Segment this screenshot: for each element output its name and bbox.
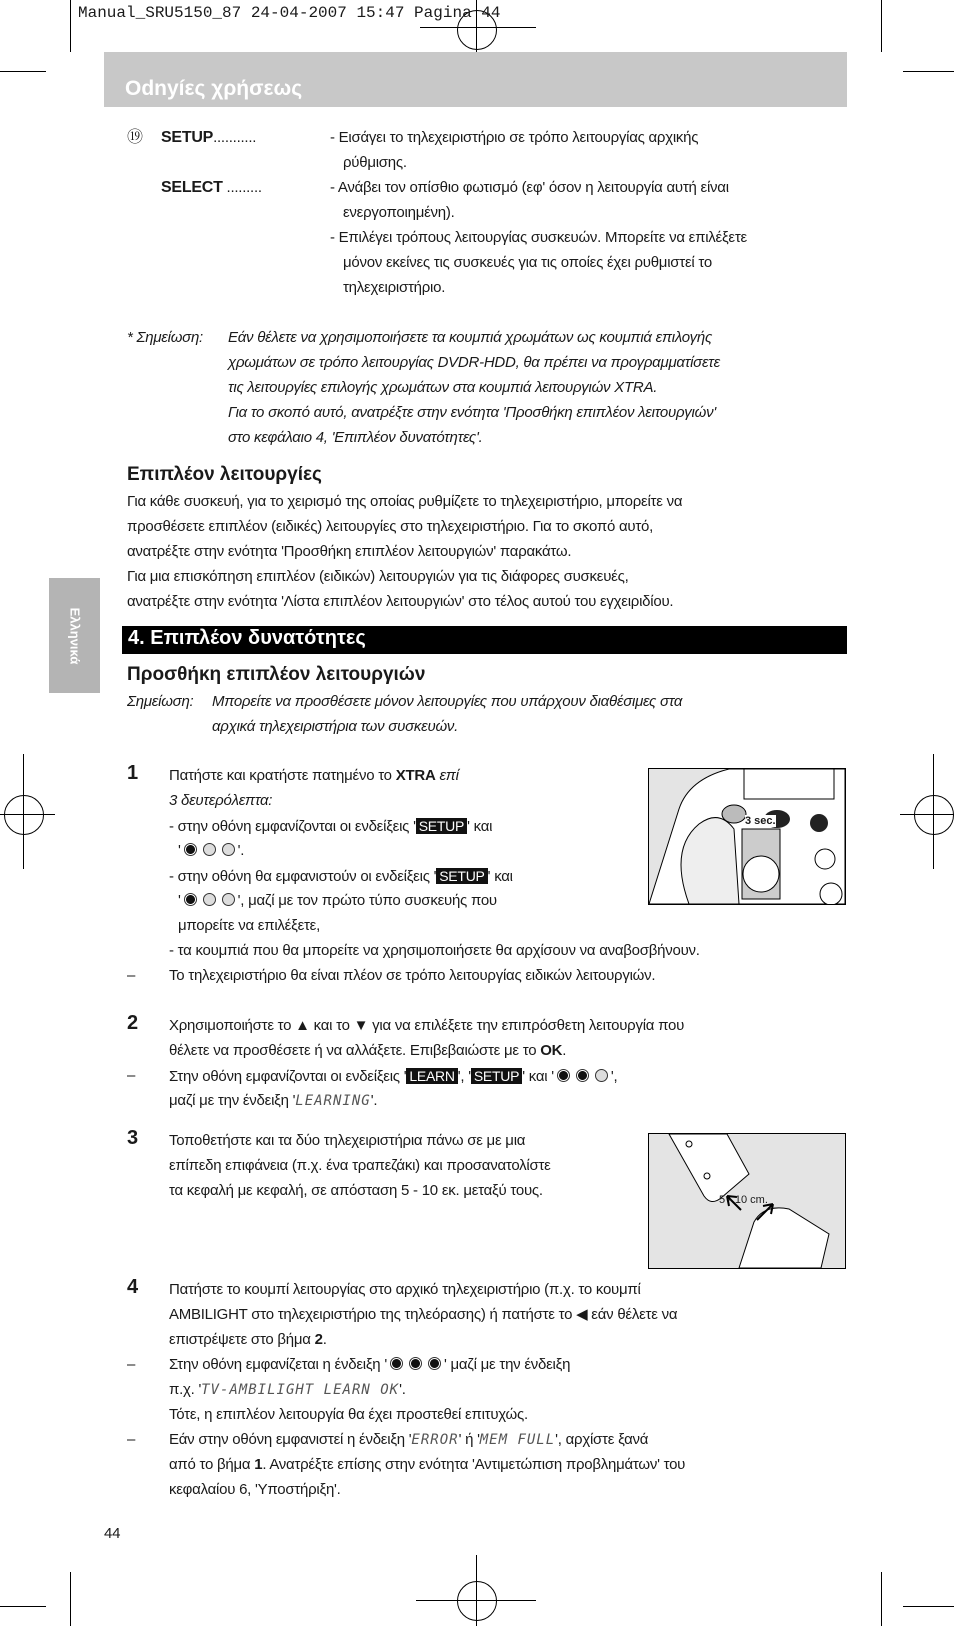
text: μαζί με την ένδειξη ': [169, 1092, 296, 1109]
indicator-off-icon: [203, 843, 216, 856]
step3-line: τα κεφαλή με κεφαλή, σε απόσταση 5 - 10 εκ. μεταξύ τους.: [169, 1182, 543, 1199]
step4-line: π.χ. 'TV-AMBILIGHT LEARN OK'.: [169, 1381, 406, 1398]
step1-line: - τα κουμπιά που θα μπορείτε να χρησιμοποιήσετε θα αρχίσουν να αναβοσβήνουν.: [169, 942, 700, 959]
step2-line: θέλετε να προσθέσετε ή να αλλάξετε. Επιβεβαιώστε με το OK.: [169, 1042, 567, 1059]
step2-line: Στην οθόνη εμφανίζονται οι ενδείξεις ' LEARN ', ' SETUP ' και ' ',: [169, 1068, 618, 1085]
step1-line: [169, 766, 459, 786]
crop-mark: [900, 814, 954, 815]
text: - στην οθόνη εμφανίζονται οι ενδείξεις ': [169, 818, 416, 835]
step-number: 1: [127, 762, 139, 784]
setup-badge: SETUP: [471, 1068, 522, 1084]
ok-key: OK: [540, 1042, 563, 1059]
step3-line: επίπεδη επιφάνεια (π.χ. ένα τραπεζάκι) και προσανατολίστε: [169, 1157, 551, 1174]
text: - στην οθόνη θα εμφανιστούν οι ενδείξεις ': [169, 868, 437, 885]
add-note-line: Μπορείτε να προσθέσετε μόνον λειτουργίες που υπάρχουν διαθέσιμες στα: [212, 693, 683, 710]
language-tab-label: Ελληνικά: [67, 607, 82, 664]
text: Εάν στην οθόνη εμφανιστεί η ένδειξη ': [169, 1431, 412, 1448]
step-number: 2: [127, 1012, 139, 1034]
step1-line: [169, 816, 492, 837]
lcd-text: LEARNING: [295, 1093, 371, 1109]
step4-line: Τότε, η επιπλέον λειτουργία θα έχει προστεθεί επιτυχώς.: [169, 1406, 528, 1423]
registration-mark: [4, 795, 44, 835]
dash: –: [127, 967, 136, 984]
lcd-text: MEM FULL: [479, 1432, 556, 1448]
language-tab: [49, 578, 100, 693]
step-number: 4: [127, 1276, 139, 1298]
step-ref: 2: [314, 1331, 323, 1348]
step4-line: επιστρέψετε στο βήμα 2.: [169, 1331, 327, 1348]
select-desc: - Ανάβει τον οπίσθιο φωτισμό (εφ' όσον η λειτουργία αυτή είναι: [330, 179, 729, 196]
select-desc: ενεργοποιημένη).: [343, 204, 455, 221]
note-line: στο κεφάλαιο 4, 'Επιπλέον δυνατότητες'.: [228, 429, 483, 446]
step4-line: AMBILIGHT στο τηλεχειριστήριο της τηλεόρασης) ή πατήστε το ◀ εάν θέλετε να: [169, 1306, 678, 1323]
registration-mark: [457, 1581, 497, 1621]
indicator-on-icon: [428, 1357, 441, 1370]
crop-mark: [903, 1606, 954, 1607]
indicator-on-icon: [409, 1357, 422, 1370]
text: Στην οθόνη εμφανίζεται η ένδειξη ': [169, 1356, 387, 1373]
indicator-on-icon: [576, 1069, 589, 1082]
step1-line: μπορείτε να επιλέξετε,: [178, 917, 321, 934]
section-header-title: Odnyíες χρήσεως: [125, 77, 303, 100]
setup-desc: - Εισάγει το τηλεχειριστήριο σε τρόπο λειτουργίας αρχικής: [330, 129, 699, 146]
add-note-label: Σημείωση:: [127, 693, 194, 710]
extra-line: ανατρέξτε στην ενότητα 'Λίστα επιπλέον λειτουργιών' στο τέλος αυτού του εγχειριδίου.: [127, 593, 674, 610]
step4-line: [169, 1430, 648, 1450]
lcd-text: ERROR: [411, 1432, 459, 1448]
extra-line: Για κάθε συσκευή, για το χειρισμό της οποίας ρυθμίζετε το τηλεχειριστήριο, μπορείτε να: [127, 493, 683, 510]
learn-badge: LEARN: [406, 1068, 457, 1084]
setup-badge: SETUP: [436, 868, 487, 884]
step1-line: Το τηλεχειριστήριο θα είναι πλέον σε τρόπο λειτουργίας ειδικών λειτουργιών.: [169, 967, 656, 984]
text: θέλετε να προσθέσετε ή να αλλάξετε. Επιβεβαιώστε με το: [169, 1042, 541, 1059]
crop-mark: [23, 754, 24, 869]
extra-line: Για μια επισκόπηση επιπλέον (ειδικών) λειτουργιών για τις διάφορες συσκευές,: [127, 568, 629, 585]
extra-line: προσθέσετε επιπλέον (ειδικές) λειτουργίες στο τηλεχειριστήριο. Για το σκοπό αυτό,: [127, 518, 654, 535]
step2-line: Χρησιμοποιήστε το ▲ και το ▼ για να επιλέξετε την επιπρόσθετη λειτουργία που: [169, 1017, 685, 1034]
crop-mark: [0, 1606, 46, 1607]
step3-line: Τοποθετήστε και τα δύο τηλεχειριστήρια πάνω σε με μια: [169, 1132, 526, 1149]
text: π.χ. ': [169, 1381, 202, 1398]
indicator-on-icon: [390, 1357, 403, 1370]
step1-line: 3 δευτερόλεπτα:: [169, 792, 273, 809]
indicator-on-icon: [557, 1069, 570, 1082]
crop-mark: [881, 1572, 882, 1626]
note-line: χρωμάτων σε τρόπο λειτουργίας DVDR-HDD, θα πρέπει να προγραμματίσετε: [228, 354, 720, 371]
add-note-line: αρχικά τηλεχειριστήρια των συσκευών.: [212, 718, 459, 735]
crop-mark: [903, 71, 954, 72]
distance-illustration: [648, 1133, 846, 1269]
dash: –: [127, 1356, 136, 1373]
text: από το βήμα: [169, 1456, 255, 1473]
text: ' και: [487, 868, 513, 885]
indicator-on-icon: [184, 893, 197, 906]
crop-mark: [70, 0, 71, 52]
distance-label: 5 - 10 cm.: [719, 1194, 768, 1206]
xtra-button-illustration: [648, 768, 846, 905]
add-heading: Προσθήκη επιπλέον λειτουργιών: [127, 664, 426, 685]
indicator-off-icon: [222, 843, 235, 856]
step-number: 3: [127, 1127, 139, 1149]
crop-mark: [70, 1572, 71, 1626]
setup-badge: SETUP: [416, 818, 467, 834]
page-number: 44: [104, 1525, 121, 1542]
select-label: SELECT: [161, 179, 223, 196]
step1-indicators: ' '.: [178, 842, 245, 859]
key-number: ⑲: [127, 129, 143, 146]
select-desc: μόνον εκείνες τις συσκευές για τις οποίες έχει ρυθμιστεί το: [343, 254, 712, 271]
indicator-on-icon: [184, 843, 197, 856]
dash: –: [127, 1431, 136, 1448]
setup-desc: ρύθμισης.: [343, 154, 407, 171]
extra-heading: Επιπλέον λειτουργίες: [127, 464, 322, 485]
step1-line: ' ', μαζί με τον πρώτο τύπο συσκευής που: [178, 892, 497, 909]
text: ', μαζί με τον πρώτο τύπο συσκευής που: [237, 892, 497, 909]
step2-line: μαζί με την ένδειξη 'LEARNING'.: [169, 1092, 378, 1109]
step-ref: 1: [254, 1456, 263, 1473]
setup-label: SETUP: [161, 129, 214, 146]
note-label: * Σημείωση:: [127, 329, 203, 346]
duration-label: 3 sec.: [745, 815, 776, 827]
setup-dots: ...........: [213, 129, 257, 146]
crop-mark: [416, 1600, 536, 1601]
crop-mark: [476, 1555, 477, 1626]
step4-line: [169, 1355, 570, 1375]
crop-mark: [0, 71, 46, 72]
text: ', ': [457, 1068, 471, 1085]
dash: –: [127, 1067, 136, 1084]
text: ' ή ': [458, 1431, 480, 1448]
text: ' και: [467, 818, 493, 835]
step4-line: [169, 1455, 685, 1475]
note-line: Για το σκοπό αυτό, ανατρέξτε στην ενότητα 'Προσθήκη επιπλέον λειτουργιών': [228, 404, 716, 421]
note-line: τις λειτουργίες επιλογής χρωμάτων στα κουμπιά λειτουργιών XTRA.: [228, 379, 658, 396]
print-header: Manual_SRU5150_87 24-04-2007 15:47 Pagina 44: [78, 4, 501, 22]
text: ' μαζί με την ένδειξη: [443, 1356, 571, 1373]
indicator-off-icon: [222, 893, 235, 906]
extra-line: ανατρέξτε στην ενότητα 'Προσθήκη επιπλέον λειτουργιών' παρακάτω.: [127, 543, 572, 560]
text: Πατήστε και κρατήστε πατημένο το: [169, 767, 396, 784]
chapter-title: 4. Επιπλέον δυνατότητες: [128, 627, 366, 649]
crop-mark: [881, 0, 882, 52]
step4-line: Πατήστε το κουμπί λειτουργίας στο αρχικό τηλεχειριστήριο (π.χ. το κουμπί: [169, 1281, 641, 1298]
xtra-key: XTRA: [395, 767, 436, 784]
indicator-off-icon: [203, 893, 216, 906]
select-key-row: [161, 178, 262, 198]
remote-illustration: [649, 769, 845, 904]
text: επί: [435, 767, 459, 784]
indicator-off-icon: [595, 1069, 608, 1082]
text: ' και ': [522, 1068, 554, 1085]
setup-key-row: [161, 128, 256, 148]
crop-mark: [933, 754, 934, 869]
text: ', αρχίστε ξανά: [555, 1431, 649, 1448]
select-dots: .........: [226, 179, 262, 196]
text: Στην οθόνη εμφανίζονται οι ενδείξεις ': [169, 1068, 407, 1085]
text: επιστρέψετε στο βήμα: [169, 1331, 315, 1348]
select-desc: - Επιλέγει τρόπους λειτουργίας συσκευών. Μπορείτε να επιλέξετε: [330, 229, 747, 246]
text: . Ανατρέξτε επίσης στην ενότητα 'Αντιμετώπιση προβλημάτων' του: [262, 1456, 686, 1473]
step1-line: [169, 866, 513, 887]
crop-mark: [0, 814, 55, 815]
lcd-text: TV-AMBILIGHT LEARN OK: [201, 1382, 400, 1398]
select-desc: τηλεχειριστήριο.: [343, 279, 446, 296]
registration-mark: [914, 795, 954, 835]
step4-line: κεφαλαίου 6, 'Υποστήριξη'.: [169, 1481, 341, 1498]
note-line: Εάν θέλετε να χρησιμοποιήσετε τα κουμπιά χρωμάτων ως κουμπιά επιλογής: [228, 329, 712, 346]
